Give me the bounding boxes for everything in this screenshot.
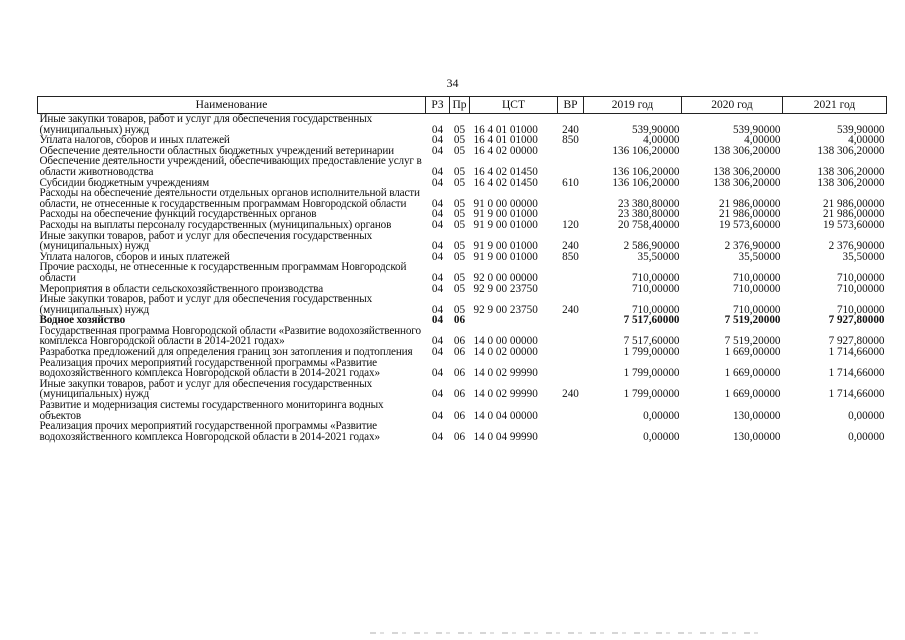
cell-pr: 05	[453, 144, 466, 157]
cell-vr: 120	[562, 218, 579, 231]
cell-cst: 14 0 02 00000	[473, 346, 538, 359]
cell-rz: 04	[431, 208, 444, 221]
cell-2021: 19 573,60000	[822, 218, 885, 231]
cell-2020: 1 669,00000	[724, 367, 781, 380]
cell-2021: 1 714,66000	[828, 367, 885, 380]
cell-name: Обеспечение деятельности областных бюджетных учреждений ветеринарии	[39, 144, 394, 157]
cell-rz: 04	[431, 165, 444, 178]
cell-vr: 240	[562, 240, 579, 253]
cell-name: Иные закупки товаров, работ и услуг для обеспечения государственных (муниципальных) нужд	[39, 293, 373, 316]
cell-vr: 240	[562, 388, 579, 401]
cell-2019: 136 106,20000	[612, 144, 680, 157]
cell-cst: 92 9 00 23750	[473, 282, 538, 295]
cell-cst: 16 4 02 00000	[473, 144, 538, 157]
cell-cst: 92 0 00 00000	[473, 271, 538, 284]
header-2020: 2020 год	[682, 97, 783, 114]
cell-2019: 35,50000	[637, 250, 680, 263]
cell-2021: 7 927,80000	[828, 335, 885, 348]
cell-rz: 04	[431, 123, 444, 136]
cell-cst: 91 9 00 01000	[473, 208, 538, 221]
scan-artifact	[370, 632, 760, 634]
cell-name: Иные закупки товаров, работ и услуг для обеспечения государственных (муниципальных) нужд	[39, 377, 373, 401]
cell-cst: 14 0 00 00000	[473, 335, 538, 348]
cell-2019: 0,00000	[643, 409, 680, 422]
cell-vr	[558, 326, 584, 347]
cell-pr: 06	[453, 314, 466, 327]
cell-name: Мероприятия в области сельскохозяйственного производства	[39, 282, 324, 295]
cell-2020: 130,00000	[732, 430, 781, 443]
cell-name: Уплата налогов, сборов и иных платежей	[39, 134, 230, 147]
cell-pr: 06	[453, 335, 466, 348]
cell-vr	[558, 262, 584, 283]
table-row	[38, 262, 887, 283]
cell-2019: 2 586,90000	[623, 240, 680, 253]
cell-cst: 14 0 02 99990	[473, 367, 538, 380]
cell-name: Расходы на обеспечение деятельности отдельных органов исполнительной власти области, не отнесенные к государственным программам Новгородской области	[39, 187, 420, 210]
cell-cst: 16 4 02 01450	[473, 176, 538, 189]
cell-rz: 04	[431, 197, 444, 210]
cell-vr	[558, 146, 584, 157]
cell-2019: 0,00000	[643, 430, 680, 443]
cell-pr: 06	[453, 409, 466, 422]
cell-2019: 539,90000	[631, 123, 680, 136]
cell-cst: 91 9 00 01000	[473, 218, 538, 231]
cell-2020: 710,00000	[732, 303, 781, 316]
cell-2019: 4,00000	[643, 134, 680, 147]
cell-pr: 05	[453, 197, 466, 210]
cell-name: Обеспечение деятельности учреждений, обеспечивающих предоставление услуг в области животноводства	[39, 155, 422, 178]
cell-name: Расходы на обеспечение функций государственных органов	[39, 208, 317, 221]
cell-vr: 850	[562, 250, 579, 263]
cell-rz: 04	[431, 409, 444, 422]
cell-2021: 2 376,90000	[828, 240, 885, 253]
cell-vr	[558, 315, 584, 326]
cell-name: Реализация прочих мероприятий государственной программы «Развитие водохозяйственного комплекса Новгородской области в 2014-2021 годах»	[39, 420, 380, 443]
cell-2021: 0,00000	[848, 409, 885, 422]
cell-2021: 0,00000	[848, 430, 885, 443]
cell-pr: 05	[453, 176, 466, 189]
cell-cst: 14 0 04 00000	[473, 409, 538, 422]
cell-2020: 19 573,60000	[718, 218, 781, 231]
cell-2021: 539,90000	[836, 123, 885, 136]
cell-name: Государственная программа Новгородской области «Развитие водохозяйственного комплекса Новгородской области в 2014-2021 годах»	[39, 324, 421, 348]
cell-pr: 05	[453, 282, 466, 295]
cell-cst: 91 9 00 01000	[473, 240, 538, 253]
cell-pr: 06	[453, 367, 466, 380]
cell-pr: 06	[453, 346, 466, 359]
cell-pr: 05	[453, 208, 466, 221]
cell-2021: 138 306,20000	[817, 165, 885, 178]
table-header-row	[38, 97, 887, 114]
cell-2019: 1 799,00000	[623, 388, 680, 401]
cell-pr: 05	[453, 134, 466, 147]
cell-pr: 05	[453, 123, 466, 136]
table-row	[38, 188, 887, 209]
cell-2019: 1 799,00000	[623, 346, 680, 359]
cell-name: Иные закупки товаров, работ и услуг для обеспечения государственных (муниципальных) нужд	[39, 113, 373, 136]
cell-2020: 710,00000	[732, 271, 781, 284]
cell-vr	[558, 284, 584, 295]
cell-vr: 610	[562, 176, 579, 189]
cell-name: Субсидии бюджетным учреждениям	[39, 176, 210, 189]
table-row	[38, 400, 887, 421]
cell-2019: 7 517,60000	[623, 335, 680, 348]
cell-2020: 130,00000	[732, 409, 781, 422]
cell-cst: 91 9 00 01000	[473, 250, 538, 263]
cell-vr	[558, 358, 584, 379]
cell-2019: 7 517,60000	[623, 314, 680, 327]
cell-2021: 21 986,00000	[822, 208, 885, 221]
cell-2020: 1 669,00000	[724, 388, 781, 401]
table-row	[38, 421, 887, 442]
cell-2020: 35,50000	[738, 250, 781, 263]
header-vr: ВР	[558, 97, 584, 114]
cell-cst: 14 0 02 99990	[473, 388, 538, 401]
table-row	[38, 358, 887, 379]
cell-2021: 35,50000	[842, 250, 885, 263]
cell-2021: 710,00000	[836, 282, 885, 295]
cell-pr: 06	[453, 388, 466, 401]
cell-rz: 04	[431, 346, 444, 359]
cell-name: Уплата налогов, сборов и иных платежей	[39, 250, 230, 263]
cell-rz: 04	[431, 335, 444, 348]
cell-2021: 710,00000	[836, 271, 885, 284]
cell-pr: 05	[453, 271, 466, 284]
cell-cst	[470, 315, 558, 326]
cell-2020: 138 306,20000	[713, 144, 781, 157]
cell-2019: 710,00000	[631, 271, 680, 284]
cell-2020: 7 519,20000	[724, 335, 781, 348]
cell-vr: 240	[562, 123, 579, 136]
cell-rz: 04	[431, 176, 444, 189]
cell-pr: 05	[453, 240, 466, 253]
cell-vr	[558, 421, 584, 442]
cell-pr: 05	[453, 165, 466, 178]
table-row	[38, 220, 887, 231]
cell-2020: 21 986,00000	[718, 208, 781, 221]
cell-2019: 20 758,40000	[617, 218, 680, 231]
cell-2019: 23 380,80000	[617, 208, 680, 221]
cell-rz: 04	[431, 218, 444, 231]
cell-2020: 2 376,90000	[724, 240, 781, 253]
cell-2019: 1 799,00000	[623, 367, 680, 380]
cell-2019: 710,00000	[631, 303, 680, 316]
cell-vr: 240	[562, 303, 579, 316]
cell-rz: 04	[431, 271, 444, 284]
cell-2019: 136 106,20000	[612, 176, 680, 189]
header-cst: ЦСТ	[470, 97, 558, 114]
cell-cst: 92 9 00 23750	[473, 303, 538, 316]
cell-vr	[558, 156, 584, 177]
cell-pr: 05	[453, 218, 466, 231]
table-body	[38, 114, 887, 443]
table-row	[38, 294, 887, 315]
cell-rz: 04	[431, 430, 444, 443]
cell-rz: 04	[431, 388, 444, 401]
cell-2021: 138 306,20000	[817, 144, 885, 157]
header-2019: 2019 год	[584, 97, 682, 114]
table-row	[38, 114, 887, 136]
cell-2019: 23 380,80000	[617, 197, 680, 210]
cell-2020: 1 669,00000	[724, 346, 781, 359]
cell-2021: 1 714,66000	[828, 388, 885, 401]
table-row	[38, 156, 887, 177]
cell-vr: 850	[562, 134, 579, 147]
cell-2020: 4,00000	[744, 134, 781, 147]
cell-rz: 04	[431, 303, 444, 316]
cell-cst: 16 4 02 01450	[473, 165, 538, 178]
cell-2021: 21 986,00000	[822, 197, 885, 210]
cell-2021: 710,00000	[836, 303, 885, 316]
cell-cst: 14 0 04 99990	[473, 430, 538, 443]
cell-cst: 16 4 01 01000	[473, 134, 538, 147]
cell-2020: 710,00000	[732, 282, 781, 295]
cell-name: Прочие расходы, не отнесенные к государственным программам Новгородской области	[39, 261, 407, 284]
cell-2021: 7 927,80000	[828, 314, 885, 327]
table-row	[38, 326, 887, 347]
cell-vr	[558, 400, 584, 421]
cell-2021: 4,00000	[848, 134, 885, 147]
cell-rz: 04	[431, 367, 444, 380]
cell-rz: 04	[431, 134, 444, 147]
cell-rz: 04	[431, 282, 444, 295]
cell-name: Развитие и модернизация системы государственного мониторинга водных объектов	[39, 399, 384, 422]
cell-pr: 05	[453, 303, 466, 316]
cell-name: Реализация прочих мероприятий государственной программы «Развитие водохозяйственного комплекса Новгородской области в 2014-2021 годах»	[39, 356, 380, 380]
cell-2020: 539,90000	[732, 123, 781, 136]
page-number: 34	[446, 76, 459, 90]
cell-rz: 04	[431, 314, 444, 327]
header-rz: РЗ	[426, 97, 450, 114]
cell-rz: 04	[431, 250, 444, 263]
cell-rz: 04	[431, 144, 444, 157]
cell-vr	[558, 347, 584, 358]
cell-name: Разработка предложений для определения границ зон затопления и подтопления	[39, 346, 413, 359]
cell-name: Иные закупки товаров, работ и услуг для обеспечения государственных (муниципальных) нужд	[39, 229, 373, 253]
header-pr: Пр	[450, 97, 470, 114]
cell-name: Водное хозяйство	[39, 314, 126, 327]
cell-cst: 91 0 00 00000	[473, 197, 538, 210]
cell-pr: 06	[453, 430, 466, 443]
cell-2019: 710,00000	[631, 282, 680, 295]
table-row	[38, 379, 887, 400]
cell-2021: 138 306,20000	[817, 176, 885, 189]
header-2021: 2021 год	[783, 97, 887, 114]
cell-2019: 136 106,20000	[612, 165, 680, 178]
cell-vr	[558, 188, 584, 209]
cell-rz: 04	[431, 240, 444, 253]
cell-2021: 1 714,66000	[828, 346, 885, 359]
cell-2020: 21 986,00000	[718, 197, 781, 210]
cell-cst: 16 4 01 01000	[473, 123, 538, 136]
table-row	[38, 231, 887, 252]
budget-table	[37, 96, 887, 442]
cell-2020: 138 306,20000	[713, 165, 781, 178]
cell-2020: 138 306,20000	[713, 176, 781, 189]
cell-2020: 7 519,20000	[724, 314, 781, 327]
header-name: Наименование	[38, 97, 426, 114]
cell-name: Расходы на выплаты персоналу государственных (муниципальных) органов	[39, 218, 392, 231]
cell-pr: 05	[453, 250, 466, 263]
